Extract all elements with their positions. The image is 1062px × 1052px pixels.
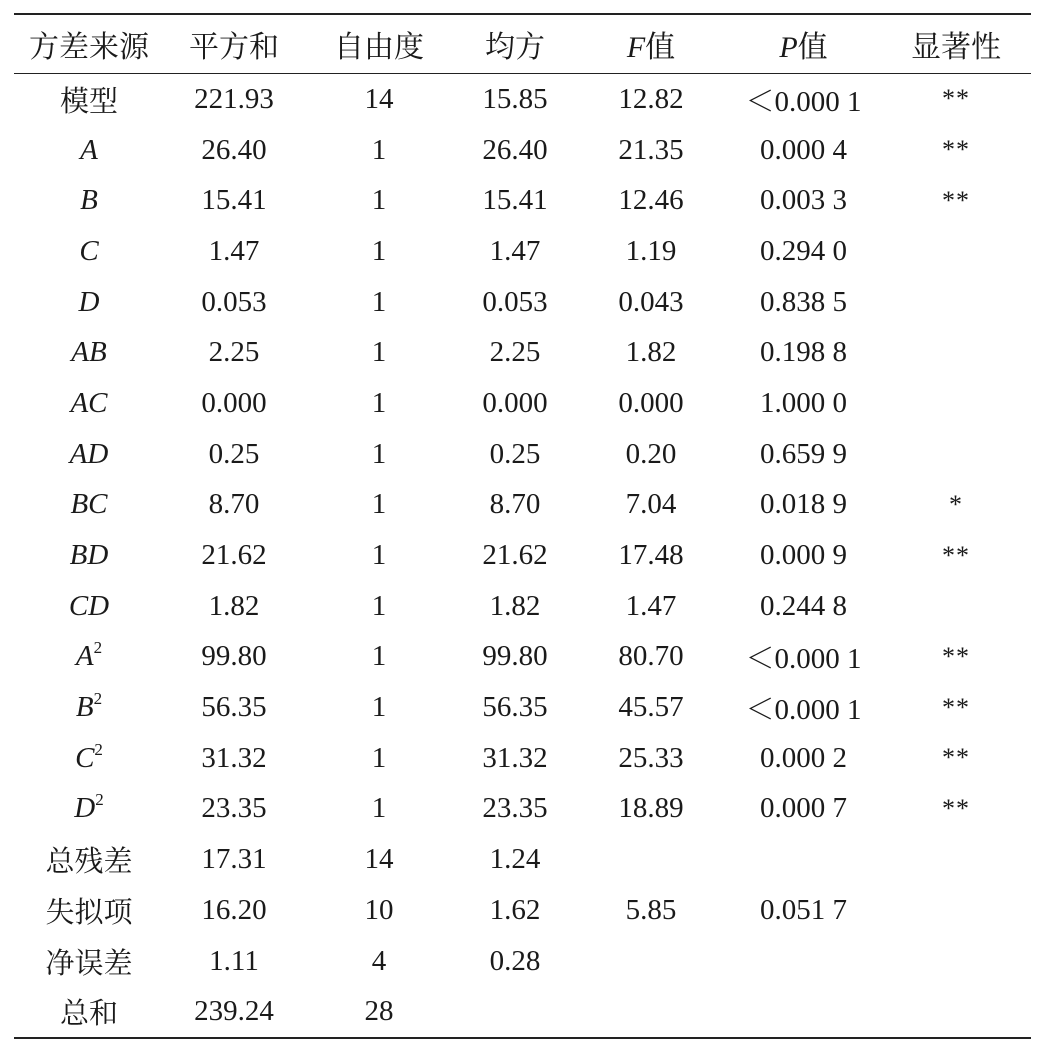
mean-square-cell: 56.35 <box>482 691 548 724</box>
source-cell <box>14 581 164 632</box>
p-value-cell: 0.838 5 <box>760 285 847 318</box>
mean-square-cell: 23.35 <box>482 792 548 825</box>
sum-of-squares-cell: 23.35 <box>201 792 267 825</box>
table-row <box>14 885 1031 936</box>
source-cell <box>14 682 164 733</box>
table-row <box>14 226 1031 277</box>
sum-of-squares-cell: 1.11 <box>209 944 259 977</box>
p-value-cell <box>726 986 881 1037</box>
f-value-cell: 0.043 <box>618 285 684 318</box>
mean-square-cell: 0.053 <box>482 285 548 318</box>
p-value-cell <box>726 936 881 987</box>
source-cell <box>14 327 164 378</box>
source-exponent: 2 <box>94 739 103 759</box>
source-label: 模型 <box>59 85 118 118</box>
source-label: C <box>75 741 95 774</box>
source-label: 总和 <box>59 998 118 1031</box>
source-cell <box>14 784 164 835</box>
p-value-cell: 0.294 0 <box>760 234 847 267</box>
source-cell <box>14 480 164 531</box>
table-row <box>14 733 1031 784</box>
p-value-cell: 1.000 0 <box>760 386 847 419</box>
source-cell <box>14 885 164 936</box>
source-cell <box>14 936 164 987</box>
significance-cell: ** <box>942 135 970 165</box>
p-value-cell: 0.659 9 <box>760 437 847 470</box>
source-label: D <box>74 792 96 825</box>
table-row <box>14 378 1031 429</box>
significance-cell: ** <box>942 540 970 570</box>
significance-cell: ** <box>942 692 970 722</box>
header-degrees-of-freedom: 自由度 <box>334 31 424 64</box>
table-row <box>14 175 1031 226</box>
f-value-cell: 7.04 <box>625 488 677 521</box>
source-cell <box>14 125 164 176</box>
f-value-cell: 1.82 <box>625 336 677 369</box>
sum-of-squares-cell: 26.40 <box>201 133 267 166</box>
mean-square-cell: 1.47 <box>489 234 541 267</box>
sum-of-squares-cell: 0.25 <box>208 437 260 470</box>
p-value-cell: 0.018 9 <box>760 488 847 521</box>
sum-of-squares-cell: 2.25 <box>208 336 260 369</box>
table-row <box>14 480 1031 531</box>
table-row <box>14 632 1031 683</box>
mean-square-cell: 26.40 <box>482 133 548 166</box>
p-value-cell <box>726 834 881 885</box>
significance-cell: ** <box>942 84 970 114</box>
mean-square-cell: 15.41 <box>482 184 548 217</box>
table-header <box>14 15 1031 74</box>
table-row <box>14 125 1031 176</box>
source-cell <box>14 429 164 480</box>
source-exponent: 2 <box>95 790 104 810</box>
source-cell <box>14 632 164 683</box>
table-row <box>14 429 1031 480</box>
significance-cell <box>881 327 1031 378</box>
sum-of-squares-cell: 16.20 <box>201 893 267 926</box>
source-label: A <box>80 133 98 166</box>
degrees-of-freedom-cell: 1 <box>371 589 387 622</box>
sum-of-squares-cell: 221.93 <box>194 82 274 115</box>
sum-of-squares-cell: 15.41 <box>201 184 267 217</box>
significance-cell <box>881 429 1031 480</box>
mean-square-cell: 15.85 <box>482 82 548 115</box>
p-value-cell: ＜0.000 1 <box>745 85 862 118</box>
source-label: BD <box>69 539 109 572</box>
significance-cell <box>881 986 1031 1037</box>
anova-table <box>14 15 1031 1037</box>
source-label: B <box>80 184 98 217</box>
f-value-cell: 0.000 <box>618 386 684 419</box>
table-row <box>14 834 1031 885</box>
mean-square-cell: 1.24 <box>489 843 541 876</box>
header-mean-square: 均方 <box>485 31 545 64</box>
significance-cell <box>881 936 1031 987</box>
table-row <box>14 74 1031 125</box>
source-cell <box>14 277 164 328</box>
mean-square-cell: 1.62 <box>489 893 541 926</box>
degrees-of-freedom-cell: 1 <box>371 488 387 521</box>
mean-square-cell: 0.28 <box>489 944 541 977</box>
table-row <box>14 581 1031 632</box>
f-value-cell: 80.70 <box>618 640 684 673</box>
source-label: BC <box>70 488 108 521</box>
mean-square-cell: 8.70 <box>489 488 541 521</box>
source-cell <box>14 834 164 885</box>
sum-of-squares-cell: 56.35 <box>201 691 267 724</box>
source-exponent: 2 <box>93 638 103 658</box>
mean-square-cell: 0.000 <box>482 386 548 419</box>
sum-of-squares-cell: 239.24 <box>194 995 274 1028</box>
degrees-of-freedom-cell: 1 <box>371 640 387 673</box>
mean-square-cell: 99.80 <box>482 640 548 673</box>
mean-square-cell: 2.25 <box>489 336 541 369</box>
anova-table-container <box>14 13 1031 1039</box>
header-f-label: 值 <box>645 31 676 64</box>
significance-cell <box>881 885 1031 936</box>
table-row <box>14 936 1031 987</box>
degrees-of-freedom-cell: 1 <box>371 741 387 774</box>
f-value-cell: 1.47 <box>625 589 677 622</box>
p-value-cell: 0.244 8 <box>760 589 847 622</box>
source-cell <box>14 986 164 1037</box>
degrees-of-freedom-cell: 1 <box>371 539 387 572</box>
significance-cell: ** <box>942 793 970 823</box>
header-f-symbol: F <box>626 31 646 64</box>
source-cell <box>14 530 164 581</box>
p-value-cell: 0.000 7 <box>760 792 847 825</box>
header-significance: 显著性 <box>911 31 1001 64</box>
header-source: 方差来源 <box>29 31 149 64</box>
p-value-cell: 0.000 4 <box>760 133 847 166</box>
significance-cell <box>881 834 1031 885</box>
source-label: 净误差 <box>45 947 133 980</box>
sum-of-squares-cell: 99.80 <box>201 640 267 673</box>
header-p-value <box>726 15 881 74</box>
mean-square-cell <box>454 986 576 1037</box>
header-p-label: 值 <box>797 31 828 64</box>
table-row <box>14 327 1031 378</box>
degrees-of-freedom-cell: 1 <box>371 285 387 318</box>
source-label: B <box>75 691 94 724</box>
table-row <box>14 784 1031 835</box>
sum-of-squares-cell: 0.000 <box>201 386 267 419</box>
table-row <box>14 530 1031 581</box>
source-cell <box>14 733 164 784</box>
source-label: CD <box>68 589 110 622</box>
p-value-cell: 0.000 2 <box>760 741 847 774</box>
f-value-cell: 12.46 <box>618 184 684 217</box>
f-value-cell <box>576 986 726 1037</box>
degrees-of-freedom-cell: 10 <box>364 893 394 926</box>
degrees-of-freedom-cell: 14 <box>364 82 394 115</box>
header-sum-of-squares: 平方和 <box>189 31 279 64</box>
significance-cell <box>881 581 1031 632</box>
p-value-cell: 0.003 3 <box>760 184 847 217</box>
header-row <box>14 15 1031 74</box>
source-label: AB <box>71 336 107 369</box>
table-row <box>14 682 1031 733</box>
p-value-cell: ＜0.000 1 <box>745 694 862 727</box>
table-body <box>14 74 1031 1038</box>
table-row <box>14 986 1031 1037</box>
source-label: 总残差 <box>45 846 133 879</box>
sum-of-squares-cell: 8.70 <box>208 488 260 521</box>
f-value-cell: 1.19 <box>625 234 677 267</box>
sum-of-squares-cell: 31.32 <box>201 741 267 774</box>
degrees-of-freedom-cell: 1 <box>371 386 387 419</box>
significance-cell <box>881 277 1031 328</box>
sum-of-squares-cell: 0.053 <box>201 285 267 318</box>
source-label: A <box>75 640 94 673</box>
mean-square-cell: 21.62 <box>482 539 548 572</box>
f-value-cell: 25.33 <box>618 741 684 774</box>
sum-of-squares-cell: 1.47 <box>208 234 260 267</box>
header-f-value <box>576 15 726 74</box>
f-value-cell: 45.57 <box>618 691 684 724</box>
degrees-of-freedom-cell: 1 <box>371 336 387 369</box>
sum-of-squares-cell: 17.31 <box>201 843 267 876</box>
source-label: 失拟项 <box>45 896 133 929</box>
degrees-of-freedom-cell: 1 <box>371 792 387 825</box>
mean-square-cell: 0.25 <box>489 437 541 470</box>
source-label: C <box>79 234 99 267</box>
sum-of-squares-cell: 1.82 <box>208 589 260 622</box>
f-value-cell: 5.85 <box>625 893 677 926</box>
degrees-of-freedom-cell: 1 <box>371 437 387 470</box>
source-cell <box>14 226 164 277</box>
source-exponent: 2 <box>93 689 103 709</box>
significance-cell <box>881 378 1031 429</box>
p-value-cell: ＜0.000 1 <box>745 643 862 676</box>
degrees-of-freedom-cell: 1 <box>371 133 387 166</box>
degrees-of-freedom-cell: 28 <box>364 995 394 1028</box>
significance-cell: ** <box>942 743 970 773</box>
f-value-cell: 12.82 <box>618 82 684 115</box>
header-p-symbol: P <box>779 31 798 64</box>
source-label: D <box>78 285 100 318</box>
f-value-cell: 17.48 <box>618 539 684 572</box>
degrees-of-freedom-cell: 1 <box>371 234 387 267</box>
mean-square-cell: 1.82 <box>489 589 541 622</box>
p-value-cell: 0.051 7 <box>760 893 847 926</box>
source-cell <box>14 175 164 226</box>
p-value-cell: 0.198 8 <box>760 336 847 369</box>
table-row <box>14 277 1031 328</box>
degrees-of-freedom-cell: 1 <box>371 691 387 724</box>
source-label: AC <box>70 386 108 419</box>
degrees-of-freedom-cell: 14 <box>364 843 394 876</box>
significance-cell: * <box>949 489 963 519</box>
degrees-of-freedom-cell: 4 <box>371 944 387 977</box>
significance-cell: ** <box>942 185 970 215</box>
f-value-cell <box>576 834 726 885</box>
f-value-cell <box>576 936 726 987</box>
f-value-cell: 18.89 <box>618 792 684 825</box>
mean-square-cell: 31.32 <box>482 741 548 774</box>
degrees-of-freedom-cell: 1 <box>371 184 387 217</box>
source-cell <box>14 378 164 429</box>
sum-of-squares-cell: 21.62 <box>201 539 267 572</box>
significance-cell: ** <box>942 641 970 671</box>
source-cell <box>14 74 164 125</box>
f-value-cell: 0.20 <box>625 437 677 470</box>
p-value-cell: 0.000 9 <box>760 539 847 572</box>
f-value-cell: 21.35 <box>618 133 684 166</box>
significance-cell <box>881 226 1031 277</box>
bottom-rule <box>14 1037 1031 1039</box>
source-label: AD <box>69 437 109 470</box>
